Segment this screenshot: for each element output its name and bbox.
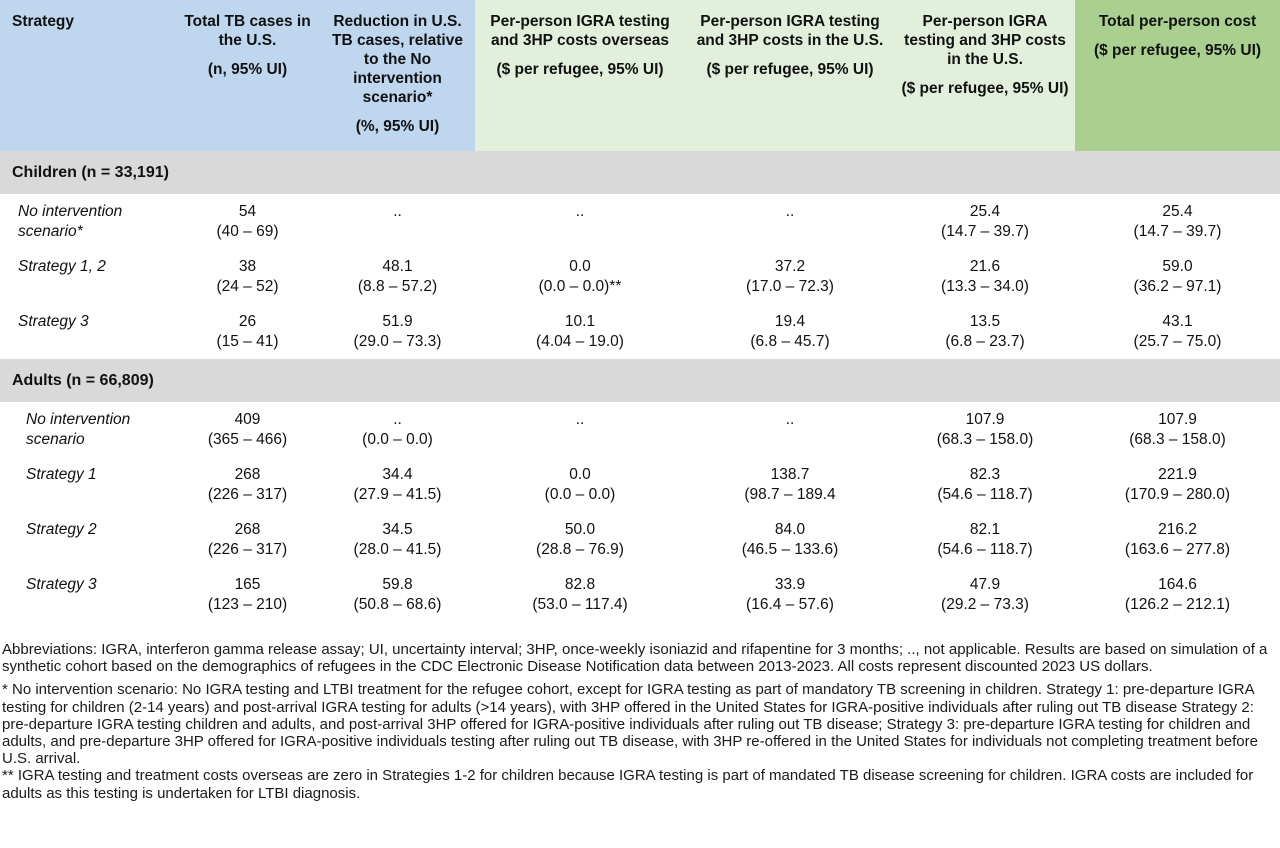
cell-total-cost bbox=[1075, 512, 1280, 567]
cell-interval: (46.5 – 133.6) bbox=[741, 540, 839, 558]
cell-estimate: 84.0 bbox=[774, 521, 806, 538]
cell-us-cost-2 bbox=[895, 194, 1075, 249]
cell-total-cases bbox=[175, 567, 320, 622]
cell-interval: (24 – 52) bbox=[216, 277, 279, 295]
header-strategy bbox=[0, 0, 175, 151]
cell-total-cases bbox=[175, 457, 320, 512]
cell-estimate: 26 bbox=[238, 313, 257, 330]
cell-interval: (50.8 – 68.6) bbox=[353, 595, 442, 613]
cell-interval: (13.3 – 34.0) bbox=[941, 277, 1029, 295]
cell-estimate: .. bbox=[785, 411, 795, 428]
header-us-cost-unit: ($ per refugee, 95% UI) bbox=[706, 61, 874, 78]
cell-estimate: 37.2 bbox=[774, 258, 806, 275]
cell-interval: (36.2 – 97.1) bbox=[1133, 277, 1222, 295]
table-row bbox=[0, 249, 1280, 304]
cell-us-cost-2 bbox=[895, 457, 1075, 512]
cell-estimate: 221.9 bbox=[1158, 466, 1197, 483]
row-label: No intervention scenario bbox=[26, 411, 131, 448]
cell-interval: (29.0 – 73.3) bbox=[353, 332, 442, 350]
cell-interval: (15 – 41) bbox=[216, 332, 279, 350]
cell-interval: (54.6 – 118.7) bbox=[937, 540, 1033, 558]
header-us-cost-title: Per-person IGRA testing and 3HP costs in the U.S. bbox=[696, 13, 884, 49]
footnote-overseas-costs: ** IGRA testing and treatment costs overseas are zero in Strategies 1-2 for children because IGRA testing is part of mandated TB disease screening for children. IGRA costs are included for adults as this testing is undertaken for LTBI diagnosis. bbox=[2, 767, 1254, 802]
cell-total-cases bbox=[175, 402, 320, 457]
cell-interval: (6.8 – 45.7) bbox=[750, 332, 830, 350]
abbreviations-note: Abbreviations: IGRA, interferon gamma release assay; UI, uncertainty interval; 3HP, once-weekly isoniazid and rifapentine for 3 months; .., not applicable. Results are based on simulation of a synthetic cohort based on the demographics of refugees in the CDC Electronic Disease Notification data between 2013-2023. All costs represent discounted 2023 US dollars. bbox=[2, 641, 1268, 676]
cell-estimate: 33.9 bbox=[774, 576, 806, 593]
cell-interval: (6.8 – 23.7) bbox=[945, 332, 1025, 350]
cell-reduction bbox=[320, 457, 475, 512]
header-reduction bbox=[320, 0, 475, 151]
header-us-cost-2 bbox=[895, 0, 1075, 151]
cell-estimate: 34.5 bbox=[382, 521, 413, 538]
cell-estimate: 10.1 bbox=[564, 313, 596, 330]
cell-overseas-cost bbox=[475, 402, 685, 457]
cell-estimate: 107.9 bbox=[965, 411, 1005, 428]
cell-us-cost-2 bbox=[895, 567, 1075, 622]
cell-interval: (170.9 – 280.0) bbox=[1124, 485, 1231, 503]
cell-us-cost bbox=[685, 457, 895, 512]
cell-interval: (16.4 – 57.6) bbox=[746, 595, 834, 613]
group-children-header: Children (n = 33,191) bbox=[0, 151, 1280, 194]
cell-reduction bbox=[320, 567, 475, 622]
header-strategy-title: Strategy bbox=[12, 13, 75, 30]
cell-estimate: 82.3 bbox=[969, 466, 1001, 483]
cell-us-cost bbox=[685, 567, 895, 622]
cell-estimate: .. bbox=[785, 203, 795, 220]
cell-total-cases bbox=[175, 249, 320, 304]
table-row bbox=[0, 304, 1280, 359]
cell-overseas-cost bbox=[475, 194, 685, 249]
cell-total-cases bbox=[175, 304, 320, 359]
cell-estimate: 51.9 bbox=[382, 313, 413, 330]
cell-estimate: 164.6 bbox=[1158, 576, 1197, 593]
cell-estimate: 25.4 bbox=[1162, 203, 1193, 220]
row-label: Strategy 1 bbox=[26, 466, 97, 483]
cell-interval: (0.0 – 0.0) bbox=[544, 485, 616, 503]
cell-us-cost-2 bbox=[895, 512, 1075, 567]
cell-us-cost bbox=[685, 249, 895, 304]
cell-reduction bbox=[320, 512, 475, 567]
cell-total-cost bbox=[1075, 249, 1280, 304]
table-header bbox=[0, 0, 1280, 151]
header-overseas-cost bbox=[475, 0, 685, 151]
cell-estimate: 13.5 bbox=[969, 313, 1001, 330]
group-adults-header: Adults (n = 66,809) bbox=[0, 359, 1280, 402]
table-row bbox=[0, 402, 1280, 457]
cell-estimate: 268 bbox=[234, 466, 261, 483]
header-total-cases-unit: (n, 95% UI) bbox=[207, 61, 288, 78]
header-total-cases bbox=[175, 0, 320, 151]
cell-interval: (53.0 – 117.4) bbox=[532, 595, 628, 613]
cell-interval: (29.2 – 73.3) bbox=[941, 595, 1029, 613]
cell-interval: (126.2 – 212.1) bbox=[1124, 595, 1231, 613]
cell-estimate: 0.0 bbox=[569, 466, 591, 483]
cell-estimate: 59.0 bbox=[1162, 258, 1193, 275]
header-overseas-cost-unit: ($ per refugee, 95% UI) bbox=[496, 61, 664, 78]
cell-estimate: 19.4 bbox=[774, 313, 806, 330]
cell-interval: (25.7 – 75.0) bbox=[1133, 332, 1222, 350]
header-total-cost-title: Total per-person cost bbox=[1098, 13, 1257, 30]
cell-reduction bbox=[320, 194, 475, 249]
cell-estimate: 107.9 bbox=[1158, 411, 1197, 428]
header-us-cost bbox=[685, 0, 895, 151]
cell-interval: (40 – 69) bbox=[216, 222, 279, 240]
cell-interval: (226 – 317) bbox=[207, 540, 288, 558]
cell-estimate: .. bbox=[575, 411, 585, 428]
cell-estimate: 38 bbox=[238, 258, 257, 275]
cell-estimate: 54 bbox=[238, 203, 257, 220]
cell-interval: (28.8 – 76.9) bbox=[536, 540, 624, 558]
cell-estimate: 48.1 bbox=[382, 258, 413, 275]
cell-interval: (98.7 – 189.4 bbox=[744, 485, 836, 503]
cell-estimate: 409 bbox=[234, 411, 261, 428]
cell-us-cost-2 bbox=[895, 402, 1075, 457]
cell-us-cost-2 bbox=[895, 249, 1075, 304]
row-label: Strategy 3 bbox=[26, 576, 97, 593]
header-total-cost bbox=[1075, 0, 1280, 151]
header-overseas-cost-title: Per-person IGRA testing and 3HP costs overseas bbox=[490, 13, 670, 49]
cell-us-cost bbox=[685, 194, 895, 249]
cell-estimate: 47.9 bbox=[969, 576, 1001, 593]
cell-estimate: 50.0 bbox=[564, 521, 596, 538]
row-label: Strategy 1, 2 bbox=[18, 258, 106, 275]
cell-interval: (163.6 – 277.8) bbox=[1124, 540, 1231, 558]
cell-interval: (54.6 – 118.7) bbox=[937, 485, 1033, 503]
cell-reduction bbox=[320, 304, 475, 359]
header-us-cost-2-unit: ($ per refugee, 95% UI) bbox=[901, 80, 1069, 97]
cell-overseas-cost bbox=[475, 457, 685, 512]
cell-total-cost bbox=[1075, 194, 1280, 249]
cell-estimate: 43.1 bbox=[1162, 313, 1193, 330]
footnote-no-intervention: * No intervention scenario: No IGRA testing and LTBI treatment for the refugee cohort, except for IGRA testing as part of mandatory TB screening in children. Strategy 1: pre-departure IGRA testing for children (2-14 years) and post-arrival IGRA testing for adults (>14 years), with 3HP offered in the United States for IGRA-positive individuals after ruling out TB disease Strategy 2: pre-departure IGRA testing children and adults, and post-arrival 3HP offered for IGRA-positive individuals after ruling out TB disease; Strategy 3: pre-departure IGRA testing for children and adults, and pre-departure 3HP offered for IGRA-positive individuals testing after ruling out TB disease, with 3HP re-offered in the United States for individuals not completing treatment before U.S. arrival. bbox=[2, 681, 1258, 768]
table-row bbox=[0, 194, 1280, 249]
cell-overseas-cost bbox=[475, 249, 685, 304]
table-row bbox=[0, 567, 1280, 622]
cell-interval: (226 – 317) bbox=[207, 485, 288, 503]
cell-interval: (14.7 – 39.7) bbox=[1133, 222, 1222, 240]
cell-estimate: 34.4 bbox=[382, 466, 413, 483]
cell-total-cost bbox=[1075, 304, 1280, 359]
header-reduction-unit: (%, 95% UI) bbox=[355, 118, 440, 135]
cell-estimate: 59.8 bbox=[382, 576, 413, 593]
row-label: Strategy 2 bbox=[26, 521, 97, 538]
cell-estimate: 21.6 bbox=[969, 258, 1001, 275]
cell-estimate: 268 bbox=[234, 521, 261, 538]
cell-estimate: 25.4 bbox=[969, 203, 1001, 220]
cell-total-cost bbox=[1075, 567, 1280, 622]
table-row bbox=[0, 512, 1280, 567]
cell-us-cost bbox=[685, 512, 895, 567]
cell-total-cost bbox=[1075, 457, 1280, 512]
cell-interval: (0.0 – 0.0)** bbox=[538, 277, 622, 295]
cell-interval: (68.3 – 158.0) bbox=[936, 430, 1034, 448]
cell-us-cost-2 bbox=[895, 304, 1075, 359]
row-label: Strategy 3 bbox=[18, 313, 89, 330]
cell-interval: (68.3 – 158.0) bbox=[1129, 430, 1226, 448]
cell-total-cases bbox=[175, 194, 320, 249]
cell-interval: (8.8 – 57.2) bbox=[357, 277, 438, 295]
cell-estimate: 0.0 bbox=[569, 258, 591, 275]
header-total-cost-unit: ($ per refugee, 95% UI) bbox=[1093, 42, 1262, 59]
header-us-cost-2-title: Per-person IGRA testing and 3HP costs in the U.S. bbox=[904, 13, 1066, 68]
cell-interval: (27.9 – 41.5) bbox=[353, 485, 442, 503]
cell-overseas-cost bbox=[475, 567, 685, 622]
cell-overseas-cost bbox=[475, 304, 685, 359]
cell-reduction bbox=[320, 249, 475, 304]
header-total-cases-title: Total TB cases in the U.S. bbox=[184, 13, 311, 49]
table-row bbox=[0, 457, 1280, 512]
cell-estimate: .. bbox=[393, 411, 402, 428]
cell-interval: (0.0 – 0.0) bbox=[362, 430, 433, 448]
cell-us-cost bbox=[685, 304, 895, 359]
cell-interval: (365 – 466) bbox=[207, 430, 288, 448]
cell-estimate: 82.8 bbox=[564, 576, 596, 593]
cell-us-cost bbox=[685, 402, 895, 457]
table-notes bbox=[2, 641, 1274, 802]
cell-interval: (17.0 – 72.3) bbox=[746, 277, 834, 295]
cell-estimate: 138.7 bbox=[770, 466, 810, 483]
cell-interval: (4.04 – 19.0) bbox=[536, 332, 624, 350]
header-reduction-title: Reduction in U.S. TB cases, relative to the No intervention scenario* bbox=[332, 13, 463, 106]
cell-estimate: 216.2 bbox=[1158, 521, 1197, 538]
cell-interval: (28.0 – 41.5) bbox=[353, 540, 442, 558]
cell-total-cases bbox=[175, 512, 320, 567]
cell-total-cost bbox=[1075, 402, 1280, 457]
cell-estimate: .. bbox=[393, 203, 402, 220]
row-label: No intervention scenario* bbox=[18, 203, 123, 240]
cell-interval: (14.7 – 39.7) bbox=[941, 222, 1029, 240]
cell-estimate: .. bbox=[575, 203, 585, 220]
cell-estimate: 82.1 bbox=[969, 521, 1001, 538]
cell-estimate: 165 bbox=[234, 576, 261, 593]
cell-interval: (123 – 210) bbox=[207, 595, 288, 613]
cell-reduction bbox=[320, 402, 475, 457]
cell-overseas-cost bbox=[475, 512, 685, 567]
